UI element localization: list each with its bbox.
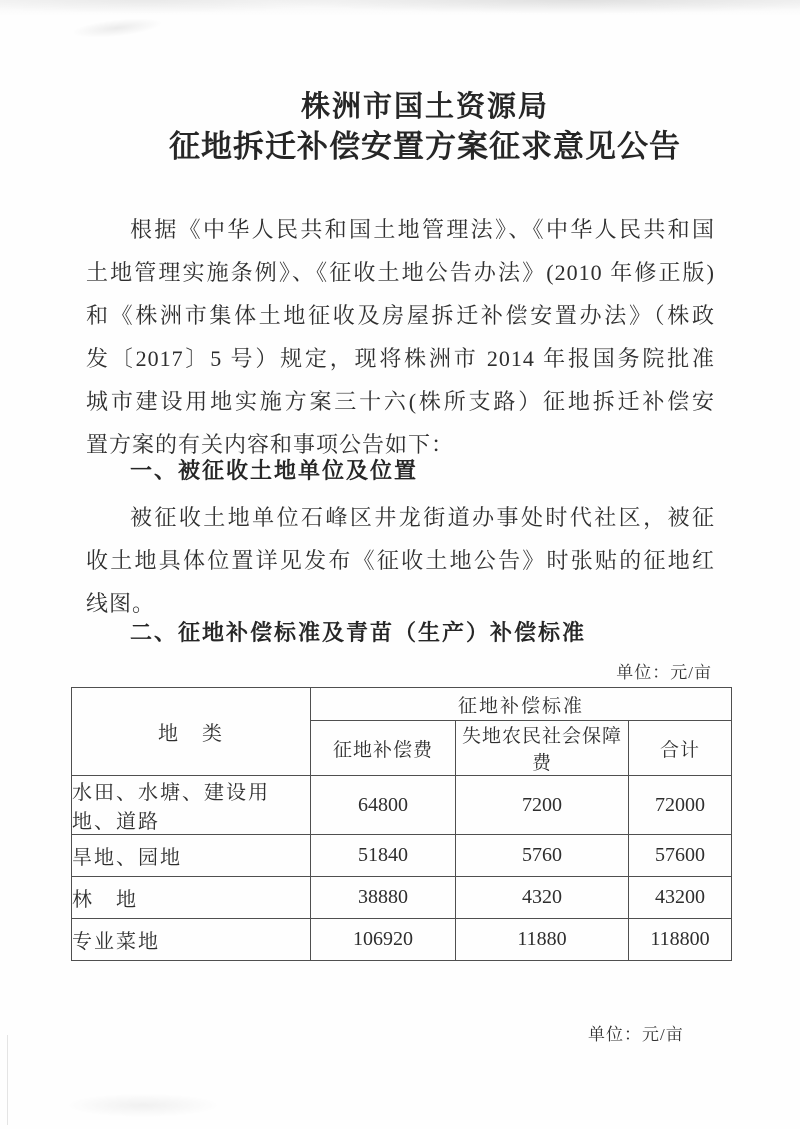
unit-label-top: 单位：元/亩: [616, 663, 712, 682]
table-row: [72, 776, 732, 835]
document-title-subject: 征地拆迁补偿安置方案征求意见公告: [169, 129, 681, 164]
paragraph-location: [86, 496, 715, 625]
cell-social: 11880: [456, 919, 629, 961]
paragraph-line: 根据《中华人民共和国土地管理法》、《中华人民共和国: [130, 217, 715, 242]
table-row: [72, 919, 732, 961]
cell-total: 43200: [629, 877, 732, 919]
section-heading-1: 一、被征收土地单位及位置: [130, 458, 419, 483]
table-row: [72, 877, 732, 919]
section-heading-2: 二、征地补偿标准及青苗（生产）补偿标准: [130, 620, 587, 645]
paragraph-line: 收土地具体位置详见发布《征收土地公告》时张贴的征地红: [86, 548, 715, 573]
table-row: [72, 835, 732, 877]
paragraph-line: 和《株洲市集体土地征收及房屋拆迁补偿安置办法》（株政: [86, 303, 715, 328]
cell-fee: 64800: [311, 776, 456, 835]
cell-land-type: 林 地: [72, 877, 311, 919]
scan-smudge: [55, 1085, 275, 1119]
document-title-org: 株洲市国土资源局: [300, 91, 549, 123]
paragraph-intro: [86, 208, 715, 466]
cell-total: 57600: [629, 835, 732, 877]
paragraph-line: 土地管理实施条例》、《征收土地公告办法》(2010 年修正版): [86, 260, 715, 285]
scan-edge-line: [7, 1035, 8, 1125]
column-header-fee: 征地补偿费: [311, 721, 456, 776]
cell-land-type: 水田、水塘、建设用地、道路: [72, 776, 311, 835]
cell-fee: 38880: [311, 877, 456, 919]
column-header-social: 失地农民社会保障费: [456, 721, 629, 776]
scan-edge-artifact: [0, 0, 800, 16]
compensation-standards-table: [71, 687, 732, 961]
column-header-group: 征地补偿标准: [311, 688, 732, 721]
cell-fee: 51840: [311, 835, 456, 877]
cell-social: 5760: [456, 835, 629, 877]
cell-land-type: 专业菜地: [72, 919, 311, 961]
unit-label-bottom: 单位：元/亩: [588, 1025, 684, 1044]
cell-total: 72000: [629, 776, 732, 835]
cell-total: 118800: [629, 919, 732, 961]
paragraph-line: 线图。: [86, 591, 156, 616]
paragraph-line: 被征收土地单位石峰区井龙街道办事处时代社区，被征: [130, 505, 715, 530]
paragraph-line: 城市建设用地实施方案三十六(株所支路）征地拆迁补偿安: [86, 389, 715, 414]
cell-fee: 106920: [311, 919, 456, 961]
paragraph-line: 发〔2017〕5 号）规定，现将株洲市 2014 年报国务院批准: [86, 346, 715, 371]
cell-land-type: 旱地、园地: [72, 835, 311, 877]
column-header-total: 合计: [629, 721, 732, 776]
paragraph-line: 置方案的有关内容和事项公告如下：: [86, 432, 455, 457]
column-header-land-type: 地 类: [72, 688, 311, 776]
cell-social: 7200: [456, 776, 629, 835]
cell-social: 4320: [456, 877, 629, 919]
